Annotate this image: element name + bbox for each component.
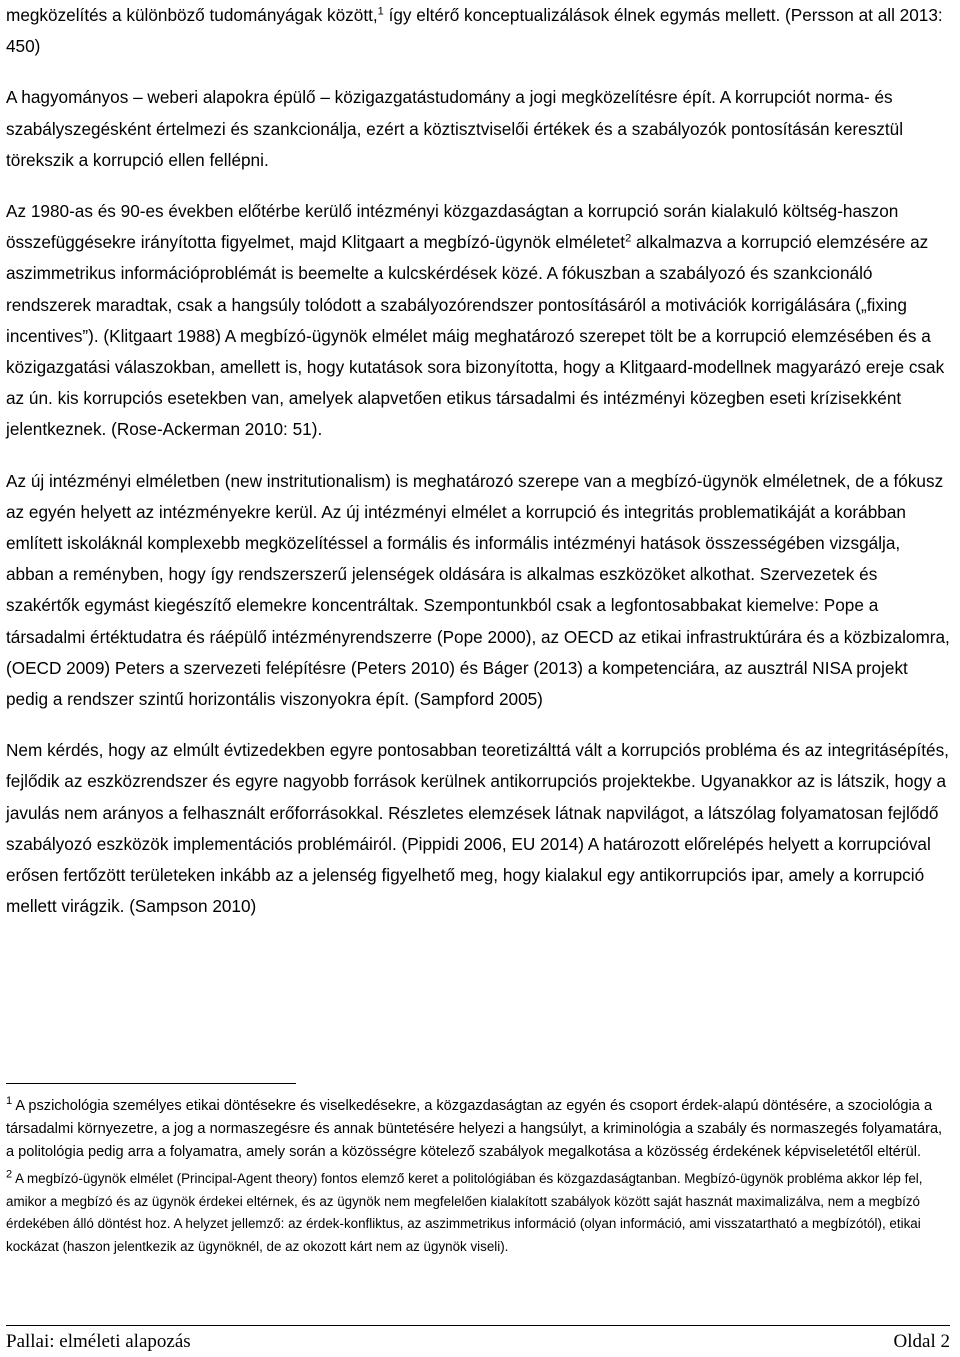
paragraph-3-text-before: Az 1980-as és 90-es években előtérbe kerülő intézményi közgazdaságtan a korrupció során kialakuló költség-haszon összefüggésekre irányította figyelmet, majd Klitgaart a megbízó-ügynök elméletet	[6, 201, 899, 253]
body-text	[6, 0, 950, 922]
footnotes	[6, 1095, 950, 1259]
paragraph-1	[6, 0, 950, 62]
footnote-1-number: 1	[6, 1095, 13, 1108]
footnote-2	[6, 1168, 950, 1259]
paragraph-2: A hagyományos – weberi alapokra épülő – közigazgatástudomány a jogi megközelítésre épít. A korrupciót norma- és szabályszegésként értelmezi és szankcionálja, ezért a köztisztviselői értékek és a szabályozók pontosításán keresztül törekszik a korrupció ellen fellépni.	[6, 87, 904, 170]
footer-page-number: Oldal 2	[893, 1331, 950, 1352]
footer-separator	[6, 1325, 950, 1326]
footnote-separator	[6, 1083, 296, 1084]
paragraph-3	[6, 196, 950, 446]
footer-title: Pallai: elméleti alapozás	[6, 1331, 191, 1352]
footnote-2-text: A megbízó-ügynök elmélet (Principal-Agent theory) fontos elemző keret a politológiában és közgazdaságtanban. Megbízó-ügynök probléma akkor lép fel, amikor a megbízó és az ügynök érdekei eltérnek, és az ügynök nem megfelelően kialakított szabályok között saját hasznát maximalizálva, nem a megbízó érdekében álló döntést hoz. A helyzet jellemző: az érdek-konfliktus, az aszimmetrikus információ (olyan információ, ami visszatartható a megbízótól), etikai kockázat (haszon jelentkezik az ügynöknél, de az okozott kárt nem az ügynök viseli).	[6, 1171, 923, 1255]
footnote-1	[6, 1095, 950, 1164]
paragraph-4: Az új intézményi elméletben (new instritutionalism) is meghatározó szerepe van a megbízó-ügynök elméletnek, de a fókusz az egyén helyett az intézményekre kerül. Az új intézményi elmélet a korrupció és integritás problematikáját a korábban említett iskoláknál komplexebb megközelítéssel a formális és informális intézményi hatások összességében vizsgálja, abban a reményben, hogy így rendszerszerű jelenségek oldására is alkalmas eszközöket alkothat. Szervezetek és szakértők egymást kiegészítő elemekre koncentráltak. Szempontunkból csak a legfontosabbakat kiemelve: Pope a társadalmi értéktudatra és ráépülő intézményrendszerre (Pope 2000), az OECD az etikai infrastruktúrára és a közbizalomra, (OECD 2009) Peters a szervezeti felépítésre (Peters 2010) és Báger (2013) a kompetenciára, az ausztrál NISA projekt pedig a rendszer szintű horizontális viszonyokra épít. (Sampford 2005)	[6, 470, 950, 710]
footnote-2-number: 2	[6, 1168, 13, 1181]
footnote-ref-2: 2	[625, 232, 632, 245]
paragraph-5: Nem kérdés, hogy az elmúlt évtizedekben egyre pontosabban teoretizálttá vált a korrupciós probléma és az integritásépítés, fejlődik az eszközrendszer és egyre nagyobb források kerülnek antikorrupciós projektekbe. Ugyanakkor az is látszik, hogy a javulás nem arányos a felhasznált erőforrásokkal. Részletes elemzések látnak napvilágot, a látszólag folyamatosan fejlődő szabályozó eszközök implementációs problémáiról. (Pippidi 2006, EU 2014) A határozott előrelépés helyett a korrupcióval erősen fertőzött területeken inkább az a jelenség figyelhető meg, hogy kialakul egy antikorrupciós ipar, amely a korrupció mellett virágzik. (Sampson 2010)	[6, 740, 949, 917]
paragraph-3-text-after: alkalmazva a korrupció elemzésére az aszimmetrikus információproblémát is beemelte a kulcskérdések közé. A fókuszban a szabályozó és szankcionáló rendszerek maradtak, csak a hangsúly tolódott a szabályozórendszer pontosításáról a motivációk korrigálására („fixing incentives”). (Klitgaart 1988) A megbízó-ügynök elmélet máig meghatározó szerepet tölt be a korrupció elemzésében és a közigazgatási válaszokban, amellett is, hogy kutatások sora bizonyította, hogy a Klitgaard-modellnek magyarázó ereje csak az ún. kis korrupciós esetekben van, amelyek alapvetően etikus társadalmi és intézményi közegben eseti krízisekként jelentkeznek. (Rose-Ackerman 2010: 51).	[6, 232, 945, 440]
footnote-ref-1: 1	[377, 5, 384, 18]
page-footer	[6, 1329, 950, 1355]
footnote-1-text: A pszichológia személyes etikai döntésekre és viselkedésekre, a közgazdaságtan az egyén és csoport érdek-alapú döntésére, a szociológia a társadalmi környezetre, a jog a normaszegésre és annak büntetésére helyezi a hangsúlyt, a kriminológia a szabály és normaszegés folyamatára, a politológia pedig arra a folyamatra, amely során a közösségre kötelező szabályok megalkotása a közösség érdekének képviseletétől eltérül.	[6, 1098, 943, 1160]
paragraph-1-text-after: így eltérő konceptualizálások élnek egymás mellett. (Persson at all 2013: 450)	[6, 5, 943, 57]
paragraph-1-text-before: megközelítés a különböző tudományágak között,	[6, 5, 378, 25]
